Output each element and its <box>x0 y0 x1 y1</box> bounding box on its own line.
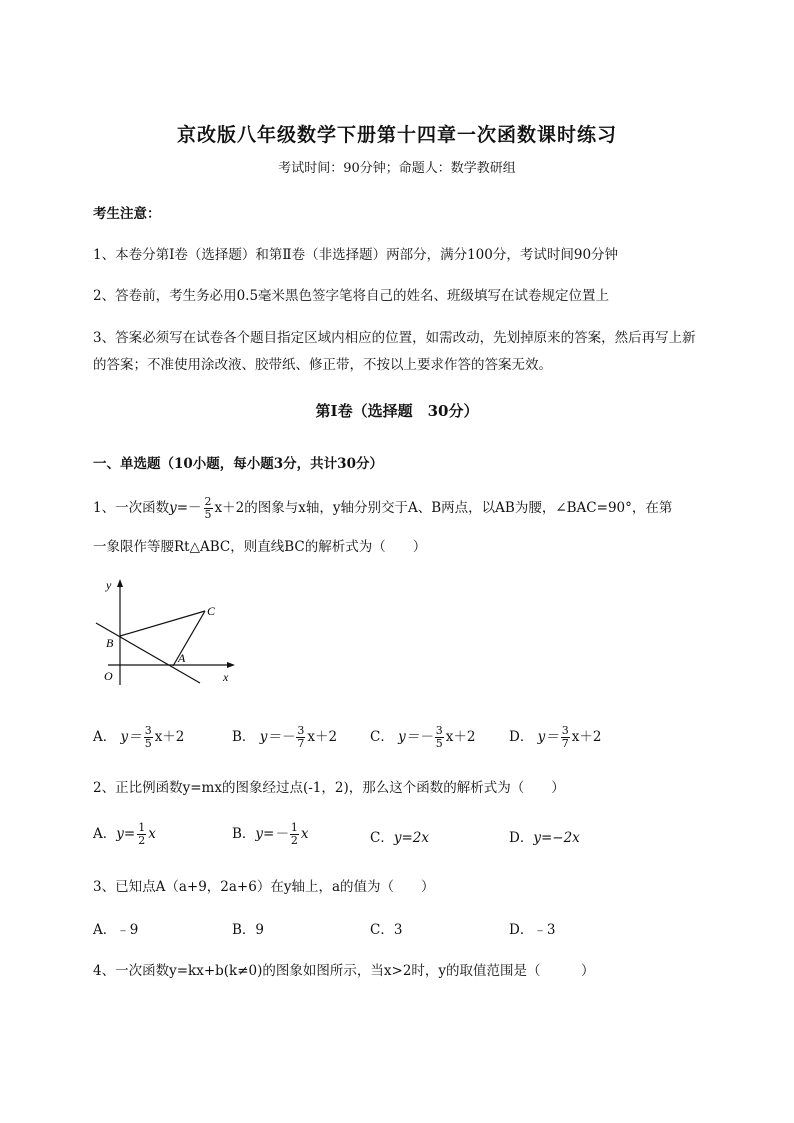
option-tail: x＋2 <box>445 729 476 745</box>
frac-den: 5 <box>435 737 443 750</box>
label-y: y <box>106 578 112 592</box>
q1-fraction <box>204 496 213 521</box>
section-title: 第I卷（选择题 30分） <box>315 402 479 420</box>
notice-item-1: 1、本卷分第I卷（选择题）和第Ⅱ卷（非选择题）两部分，满分100分，考试时间90分钟 <box>93 247 619 263</box>
y-axis-arrow <box>117 579 123 587</box>
option-tail: x <box>300 826 309 842</box>
option-letter: A． <box>93 922 117 938</box>
question-2: 2、正比例函数y=mx的图象经过点(-1，2)，那么这个函数的解析式为（ ） <box>93 780 565 796</box>
option-letter: C． <box>370 922 394 938</box>
option-tail: x＋2 <box>307 729 338 745</box>
frac-den: 7 <box>561 737 569 750</box>
option-letter: D． <box>509 922 534 938</box>
option-letter: A． <box>93 729 117 745</box>
option-fraction <box>561 725 570 750</box>
option-lhs: y＝－ <box>398 729 433 745</box>
label-o: O <box>104 669 113 683</box>
frac-num: 1 <box>138 821 146 834</box>
option-text: y=−2x <box>533 830 580 846</box>
q3-option-a[interactable] <box>93 918 138 938</box>
q1-after: x＋2的图象与x轴，y轴分别交于A、B两点，以AB为腰，∠BAC=90°，在第 <box>214 500 673 516</box>
option-lhs: y=－ <box>255 826 288 842</box>
option-letter: B． <box>232 729 256 745</box>
frac-num: 1 <box>290 821 298 834</box>
option-letter: D． <box>509 729 534 745</box>
question-1 <box>93 496 672 521</box>
q2-option-c[interactable] <box>370 826 429 846</box>
exam-info: 考试时间：90分钟；命题人：数学教研组 <box>278 161 516 176</box>
option-fraction <box>296 725 305 750</box>
label-x: x <box>223 670 229 684</box>
option-fraction <box>290 822 299 847</box>
frac-num: 3 <box>144 724 152 737</box>
x-axis-arrow <box>227 662 235 668</box>
option-lhs: y= <box>116 826 136 842</box>
frac-den: 2 <box>138 834 146 847</box>
option-letter: B． <box>232 826 256 842</box>
notice-item-3: 3、答案必须写在试卷各个题目指定区域内相应的位置，如需改动，先划掉原来的答案，然后再写上新 <box>93 330 696 346</box>
q1-option-a[interactable] <box>93 725 184 750</box>
option-letter: A． <box>93 826 117 842</box>
option-fraction <box>435 725 444 750</box>
q1-frac-den: 5 <box>204 508 212 521</box>
q1-option-c[interactable] <box>370 725 475 750</box>
frac-num: 3 <box>561 724 569 737</box>
q2-option-a[interactable] <box>93 822 156 847</box>
question-3: 3、已知点A（a+9，2a+6）在y轴上，a的值为（ ） <box>93 879 435 895</box>
option-tail: x＋2 <box>154 729 185 745</box>
q2-option-b[interactable] <box>232 822 309 847</box>
option-tail: x＋2 <box>571 729 602 745</box>
page-title: 京改版八年级数学下册第十四章一次函数课时练习 <box>176 124 617 146</box>
option-fraction <box>137 822 146 847</box>
frac-den: 5 <box>144 737 152 750</box>
notice-item-3-cont: 的答案；不准使用涂改液、胶带纸、修正带，不按以上要求作答的答案无效。 <box>93 357 552 373</box>
option-letter: B． <box>232 922 256 938</box>
q3-option-c[interactable] <box>370 918 402 938</box>
q1-eq: =－ <box>176 500 202 516</box>
q1-prefix: 1、一次函数 <box>93 500 170 516</box>
option-lhs: y＝ <box>537 729 559 745</box>
q2-option-d[interactable] <box>509 826 580 846</box>
label-c: C <box>207 604 216 618</box>
label-a: A <box>178 651 186 665</box>
option-text: ﹣3 <box>533 922 556 938</box>
frac-den: 7 <box>297 737 305 750</box>
frac-num: 3 <box>297 724 305 737</box>
option-fraction <box>144 725 153 750</box>
question-4: 4、一次函数y=kx+b(k≠0)的图象如图所示，当x>2时，y的取值范围是（ ） <box>93 963 595 979</box>
option-lhs: y＝ <box>120 729 142 745</box>
label-b: B <box>106 636 114 650</box>
notice-heading: 考生注意： <box>93 206 161 222</box>
question-1-line2: 一象限作等腰Rt△ABC，则直线BC的解析式为（ ） <box>93 539 427 555</box>
option-tail: x <box>148 826 156 842</box>
q1-option-d[interactable] <box>509 725 601 750</box>
q1-figure <box>88 573 248 693</box>
option-text: 9 <box>255 922 265 938</box>
frac-den: 2 <box>290 834 298 847</box>
option-lhs: y＝－ <box>259 729 295 745</box>
option-text: ﹣9 <box>116 922 139 938</box>
notice-item-2: 2、答卷前，考生务必用0.5毫米黑色签字笔将自己的姓名、班级填写在试卷规定位置上 <box>93 288 610 304</box>
option-letter: C． <box>370 729 394 745</box>
frac-num: 3 <box>435 724 443 737</box>
subsection-title: 一、单选题（10小题，每小题3分，共计30分） <box>93 456 383 472</box>
option-text: y=2x <box>393 830 429 846</box>
q3-option-d[interactable] <box>509 918 555 938</box>
q1-y: y <box>169 500 177 516</box>
option-letter: C． <box>370 830 394 846</box>
option-text: 3 <box>393 922 403 938</box>
option-letter: D． <box>509 830 534 846</box>
q3-option-b[interactable] <box>232 918 264 938</box>
q1-frac-num: 2 <box>204 495 212 508</box>
q1-option-b[interactable] <box>232 725 337 750</box>
